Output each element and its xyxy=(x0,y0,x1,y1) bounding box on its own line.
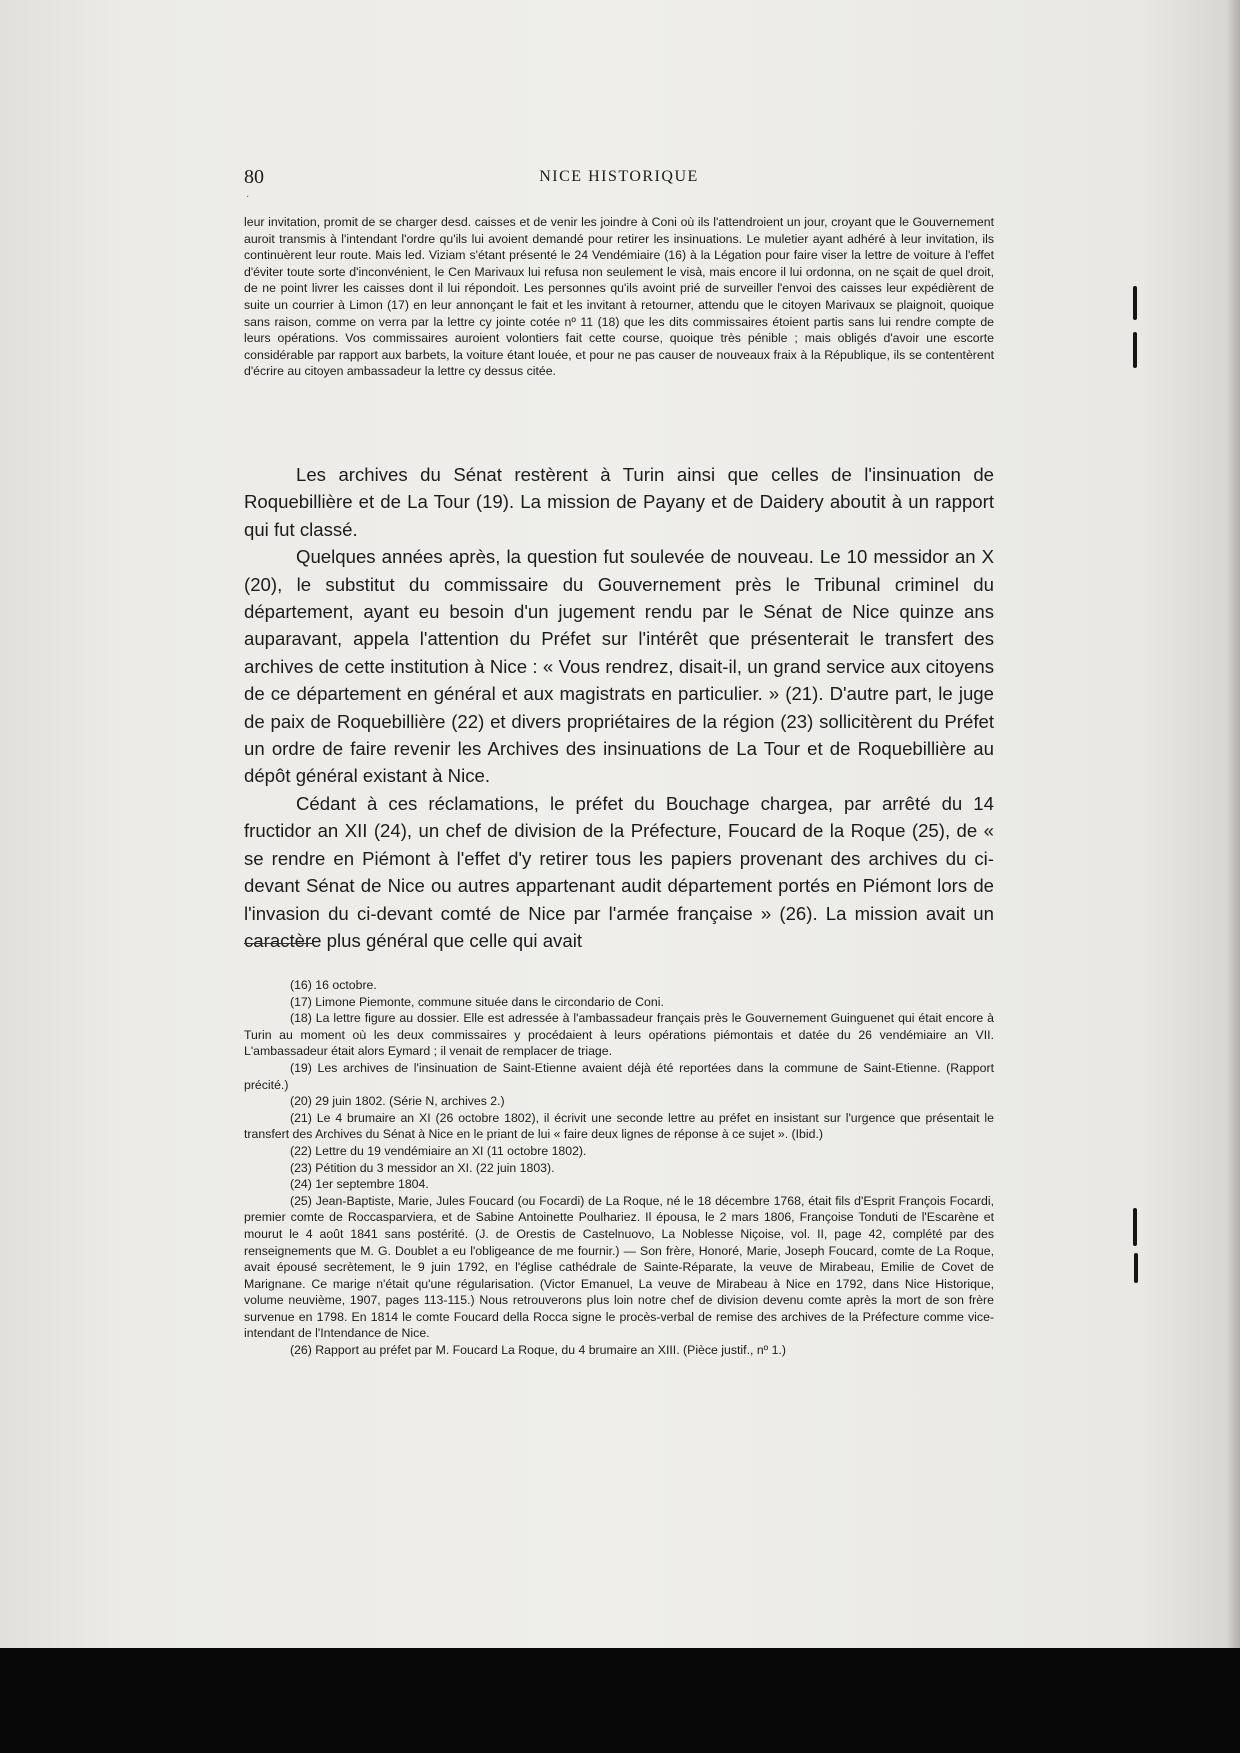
body-paragraph: Cédant à ces réclamations, le préfet du Bouchage chargea, par arrêté du 14 fructidor an XII (24), un chef de division de la Préfecture, Foucard de la Roque (25), de « se rendre en Piémont à l'effet d'y retirer tous les papiers provenant des archives du ci-devant Sénat de Nice ou autres appartenant audit département portés en Piémont lors de l'invasion du ci-devant comté de Nice par l'armée française » (26). La mission avait un caractère plus général que celle qui avait xyxy=(244,792,994,951)
binding-mark xyxy=(1133,1208,1137,1246)
body-paragraph: Les archives du Sénat restèrent à Turin ainsi que celles de l'insinuation de Roquebillière et de La Tour (19). La mission de Payany et de Daidery aboutit à un rapport qui fut classé. xyxy=(244,464,994,540)
quoted-excerpt xyxy=(244,214,994,380)
footnote: (24) 1er septembre 1804. xyxy=(290,1177,429,1192)
page-header xyxy=(244,166,994,190)
scan-border xyxy=(0,1648,1240,1753)
body-text xyxy=(244,461,994,954)
footnote-separator xyxy=(244,943,312,944)
footnote: (18) La lettre figure au dossier. Elle est adressée à l'ambassadeur français près le Gouvernement Guinguenet qui était encore à Turin au moment où les deux commissaires y procédaient à leurs opérations piémontais et datée du 26 vendémiaire an VII. L'ambassadeur était alors Eymard ; il venait de remplacer de triage. xyxy=(244,1011,994,1059)
footnote: (21) Le 4 brumaire an XI (26 octobre 1802), il écrivit une seconde lettre au préfet en insistant sur l'urgence que présentait le transfert des Archives du Sénat à Nice en le priant de lui « faire deux lignes de réponse à ce sujet ». (Ibid.) xyxy=(244,1110,994,1142)
binding-mark xyxy=(1133,332,1137,368)
footnote: (26) Rapport au préfet par M. Foucard La Roque, du 4 brumaire an XIII. (Pièce justif., nº 1.) xyxy=(290,1343,786,1358)
footnote: (20) 29 juin 1802. (Série N, archives 2.) xyxy=(290,1094,505,1109)
footnote: (22) Lettre du 19 vendémiaire an XI (11 octobre 1802). xyxy=(290,1143,587,1158)
footnotes xyxy=(244,977,994,1359)
footnote: (19) Les archives de l'insinuation de Saint-Etienne avaient déjà été reportées dans la commune de Saint-Etienne. (Rapport précité.) xyxy=(244,1060,994,1092)
binding-mark xyxy=(1133,286,1137,320)
footnote: (17) Limone Piemonte, commune située dans le circondario de Coni. xyxy=(290,994,664,1009)
running-title: NICE HISTORIQUE xyxy=(539,168,699,185)
page-number: 80 xyxy=(244,166,264,188)
body-paragraph: Quelques années après, la question fut soulevée de nouveau. Le 10 messidor an X (20), le substitut du commissaire du Gouvernement près le Tribunal criminel du département, ayant eu besoin d'un jugement rendu par le Sénat de Nice quinze ans auparavant, appela l'attention du Préfet sur l'intérêt que présenterait le transfert des archives de cette institution à Nice : « Vous rendrez, disait-il, un grand service aux citoyens de ce département en général et aux magistrats en particulier. » (21). D'autre part, le juge de paix de Roquebillière (22) et divers propriétaires de la région (23) sollicitèrent du Préfet un ordre de faire revenir les Archives des insinuations de La Tour et de Roquebillière au dépôt général existant à Nice. xyxy=(244,546,994,787)
quoted-paragraph: leur invitation, promit de se charger desd. caisses et de venir les joindre à Coni où ils l'attendroient un jour, croyant que le Gouvernement auroit transmis à l'intendant l'ordre qu'ils lui avoient demandé pour retirer les insinuations. Le muletier ayant adhéré à leur invitation, ils continuèrent leur route. Mais led. Viziam s'étant présenté le 24 Vendémiaire (16) à la Légation pour faire viser la lettre de voiture à l'effet d'éviter toute sorte d'inconvénient, le Cen Marivaux lui refusa non seulement le visà, mais encore il lui ordonna, on ne sçait de quel droit, de ne point livrer les caisses dont il lui répondoit. Les personnes qu'ils avoint prié de surveiller l'envoi des caisses leur expédièrent de suite un courrier à Limon (17) en leur annonçant le fait et les invitant à retourner, attendu que le citoyen Marivaux se plaignoit, quoique sans raison, comme on verra par la lettre cy jointe cotée nº 11 (18) que les dits commissaires étoient partis sans lui rendre compte de leurs opérations. Vos commissaires auroient volontiers fait cette course, quoique très pénible ; mais obligés d'avoir une escorte considérable par rapport aux barbets, la voiture étant louée, et pour ne pas causer de nouveaux fraix à la République, ils se contentèrent d'écrire au citoyen ambassadeur la lettre cy dessus citée. xyxy=(244,215,994,379)
binding-mark xyxy=(1134,1253,1138,1283)
footnote: (23) Pétition du 3 messidor an XI. (22 juin 1803). xyxy=(290,1160,555,1175)
footnote: (16) 16 octobre. xyxy=(290,978,377,992)
footnote: (25) Jean-Baptiste, Marie, Jules Foucard (ou Focardi) de La Roque, né le 18 décembre 1768, était fils d'Esprit François Focardi, premier comte de Roccasparviera, et de Sabine Antoinette Poulhariez. Il épousa, le 2 mars 1806, Françoise Tonduti de l'Escarène et mourut le 4 août 1841 sans postérité. (J. de Orestis de Castelnuovo, La Noblesse Niçoise, vol. II, page 42, complété par des renseignements que M. G. Doublet a eu l'obligeance de me fournir.) — Son frère, Honoré, Marie, Joseph Foucard, comte de La Roque, avait épousé secrètement, le 9 juin 1792, en l'église cathédrale de Sainte-Réparate, la veuve de Mirabeau, Emilie de Covet de Marignane. Ce marige n'était qu'une régularisation. (Victor Emanuel, La veuve de Mirabeau à Nice en 1792, dans Nice Historique, volume neuvième, 1907, pages 113-115.) Nous retrouverons plus loin notre chef de division devenu comte après la mort de son frère survenue en 1798. En 1814 le comte Foucard della Rocca signe le procès-verbal de remise des archives de la Préfecture comme vice-intendant de l'Intendance de Nice. xyxy=(244,1193,994,1341)
ink-speck: · xyxy=(246,192,250,203)
